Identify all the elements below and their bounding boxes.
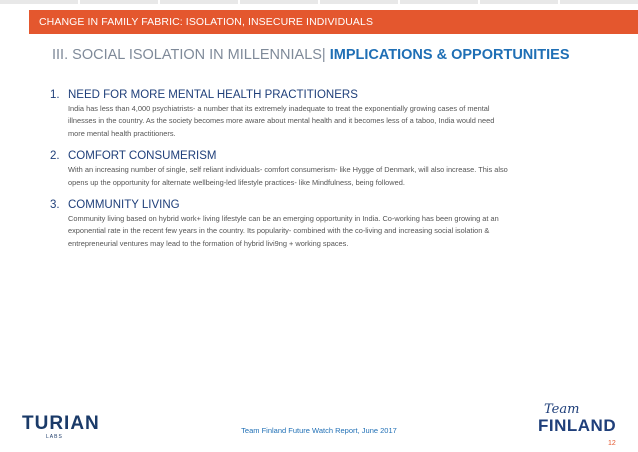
item-body: India has less than 4,000 psychiatrists- a number that its extremely inadequate to treat the exponentially growing cases of mental illnesses in the country. As the society becomes more aware about mental health and it becomes less of a taboo, India would need more mental health practitioners. bbox=[68, 104, 495, 138]
list-item bbox=[50, 199, 510, 250]
list-item bbox=[50, 150, 510, 189]
footer-caption: Team Finland Future Watch Report, June 2017 bbox=[241, 426, 397, 435]
item-number: 1. bbox=[50, 89, 60, 101]
header-text: CHANGE IN FAMILY FABRIC: ISOLATION, INSECURE INDIVIDUALS bbox=[39, 16, 374, 28]
turian-logo-wordmark: TURIAN bbox=[22, 413, 100, 434]
team-finland-logo bbox=[536, 402, 626, 436]
team-finland-logo-team: Team bbox=[544, 402, 580, 417]
implications-list bbox=[50, 89, 510, 260]
section-title bbox=[52, 47, 632, 63]
section-title-light: III. SOCIAL ISOLATION IN MILLENNIALS| bbox=[52, 47, 326, 63]
team-finland-logo-finland: FINLAND bbox=[538, 416, 617, 435]
item-title: COMMUNITY LIVING bbox=[68, 199, 180, 212]
item-title: COMFORT CONSUMERISM bbox=[68, 150, 217, 163]
turian-logo-sub: LABS bbox=[46, 434, 63, 440]
item-heading bbox=[50, 150, 510, 162]
item-body: Community living based on hybrid work+ living lifestyle can be an emerging opportunity in India. Co-working has been growing at an exponential rate in the recent few years in the country. Its popularity- combined with the co-living and increasing social isolation & entrepreneurial ventures may lead to the formation of hybrid livi9ng + working spaces. bbox=[68, 214, 499, 248]
item-heading bbox=[50, 199, 510, 211]
page-number: 12 bbox=[608, 440, 616, 447]
item-title: NEED FOR MORE MENTAL HEALTH PRACTITIONERS bbox=[68, 89, 358, 101]
item-number: 2. bbox=[50, 150, 60, 163]
item-number: 3. bbox=[50, 199, 60, 212]
top-decor-segments bbox=[0, 0, 638, 4]
section-title-strong: IMPLICATIONS & OPPORTUNITIES bbox=[329, 47, 570, 63]
item-heading bbox=[50, 89, 510, 101]
header-bar bbox=[29, 10, 638, 34]
item-body: With an increasing number of single, self reliant individuals- comfort consumerism- like Hygge of Denmark, will also increase. This also opens up the opportunity for alternate wellbeing-led lifestyle practices- like Mindfulness, being followed. bbox=[68, 165, 508, 187]
list-item bbox=[50, 89, 510, 140]
